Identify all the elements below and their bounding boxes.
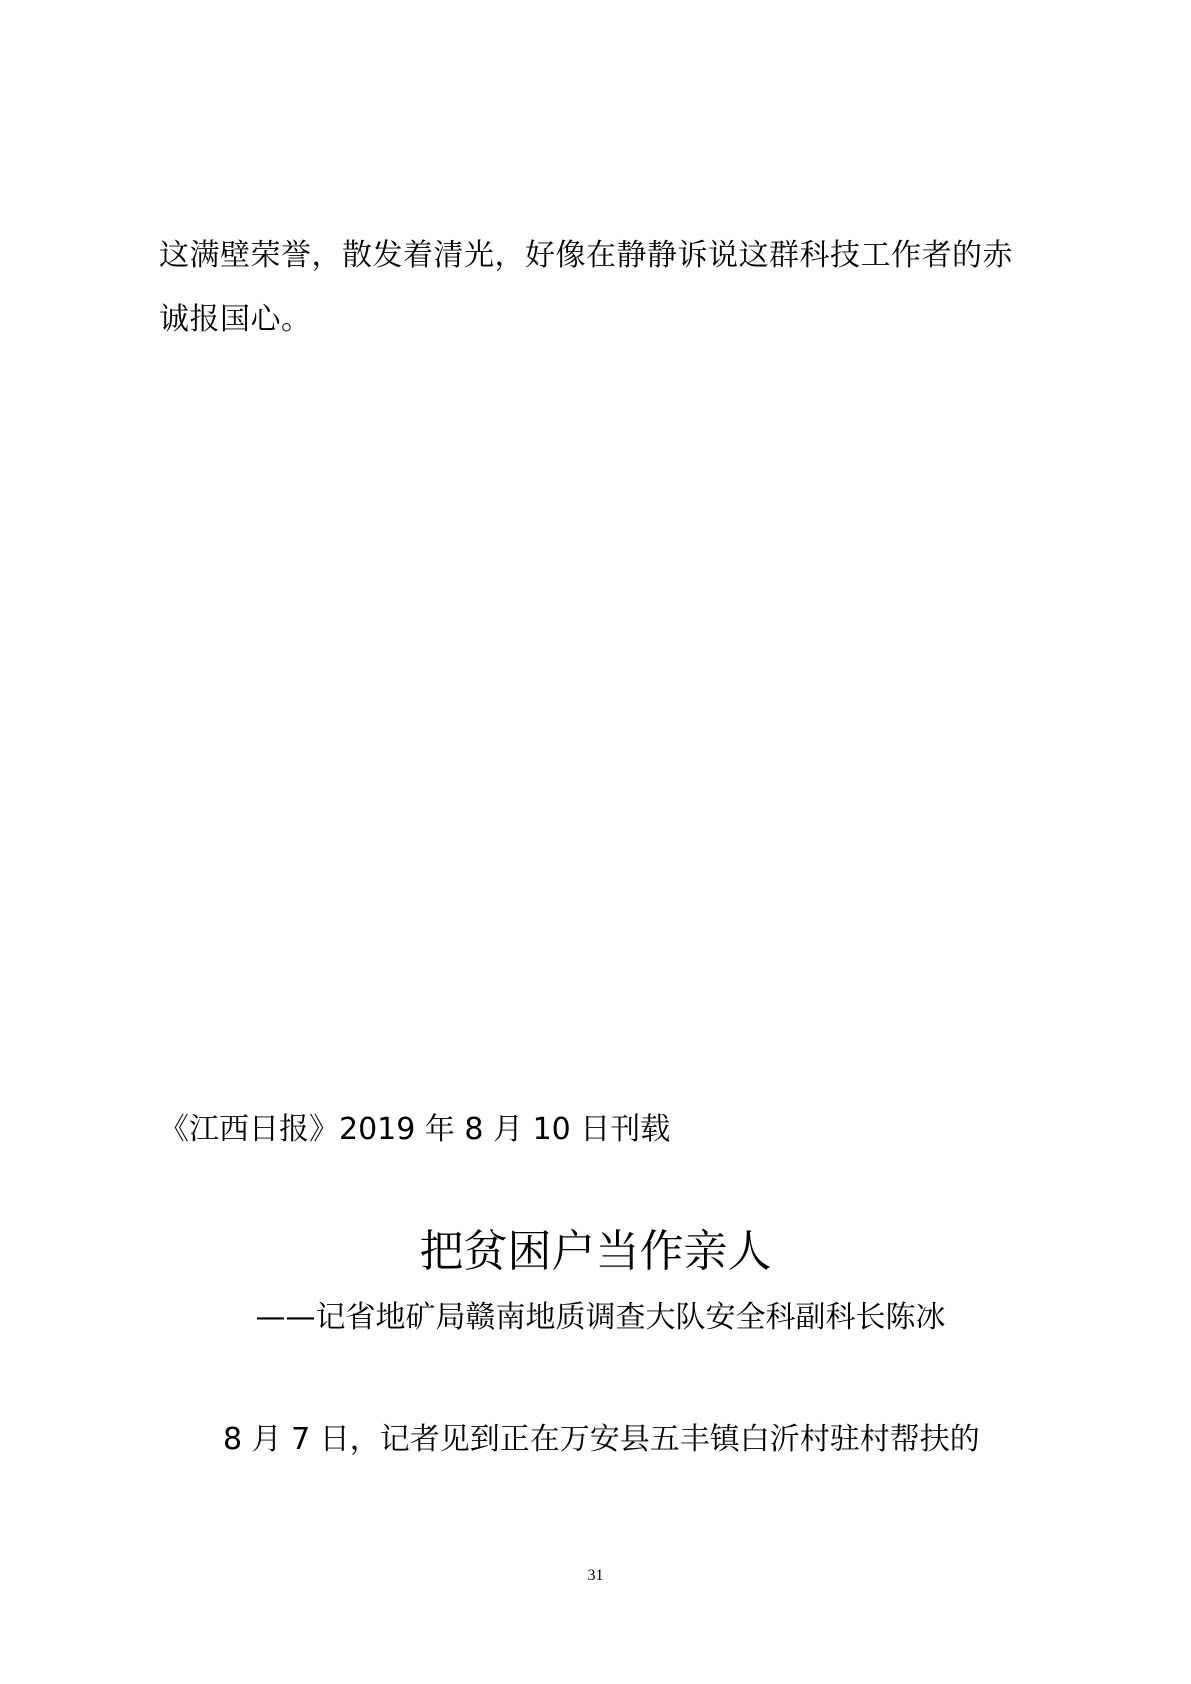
lead-paragraph: 8 月 7 日，记者见到正在万安县五丰镇白沂村驻村帮扶的 (223, 1422, 980, 1457)
body-paragraph: 这满壁荣誉，散发着清光，好像在静静诉说这群科技工作者的赤诚报国心。 (159, 238, 1013, 337)
source-citation: 《江西日报》2019 年 8 月 10 日刊载 (159, 1112, 671, 1147)
article-title: 把贫困户当作亲人 (419, 1226, 772, 1277)
article-subtitle: ——记省地矿局赣南地质调查大队安全科副科长陈冰 (255, 1300, 946, 1335)
page-number: 31 (587, 1567, 604, 1584)
